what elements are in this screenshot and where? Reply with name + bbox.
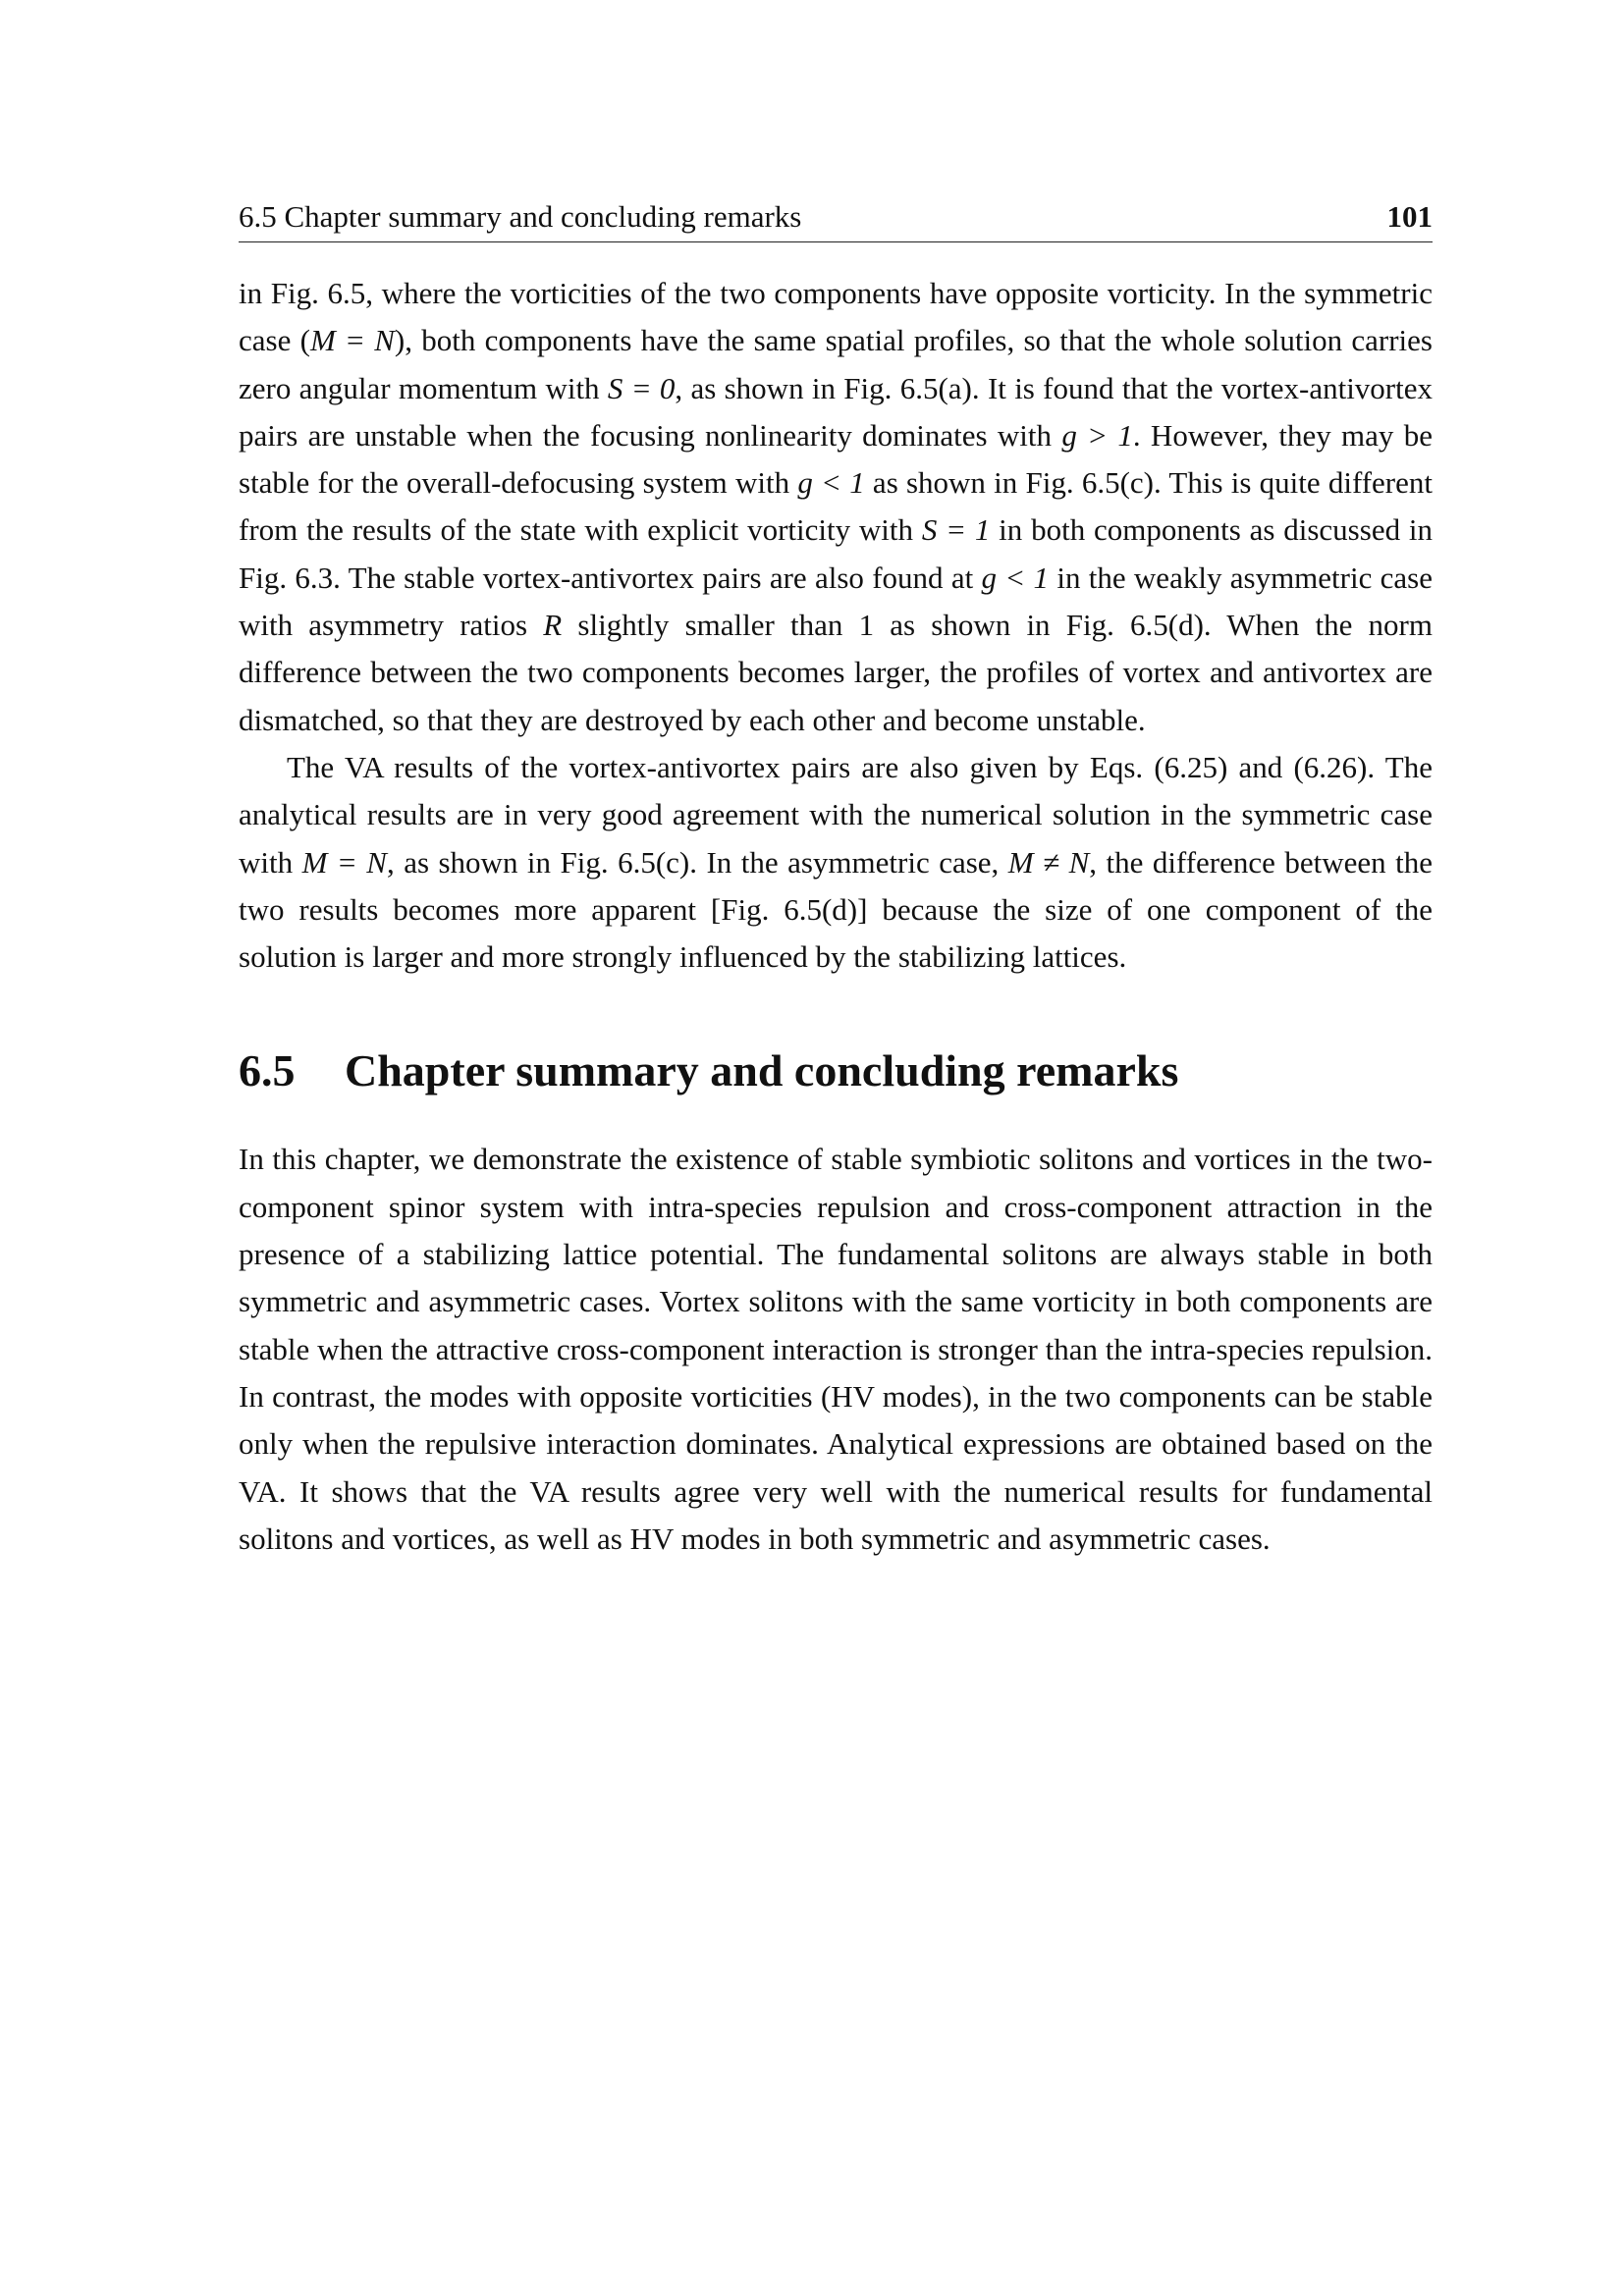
running-title: 6.5 Chapter summary and concluding remarks — [239, 199, 802, 234]
math-inline: g < 1 — [797, 465, 865, 501]
math-inline: M ≠ N — [1007, 844, 1090, 880]
paragraph-summary: In this chapter, we demonstrate the existence of stable symbiotic solitons and vortices in the two-component spinor system with intra-species repulsion and cross-component attraction in the presence of a stabilizing lattice potential. The fundamental solitons are always stable in both symmetric and asymmetric cases. Vortex solitons with the same vorticity in both components are stable when the attractive cross-component interaction is stronger than the intra-species repulsion. In contrast, the modes with opposite vorticities (HV modes), in the two components can be stable only when the repulsive interaction dominates. Analytical expressions are obtained based on the VA. It shows that the VA results agree very well with the numerical results for fundamental solitons and vortices, as well as HV modes in both symmetric and asymmetric cases. — [239, 1142, 1433, 1556]
running-header — [239, 196, 1433, 242]
page — [239, 196, 1433, 1563]
section-heading — [239, 1043, 1433, 1098]
section-number: 6.5 — [239, 1045, 296, 1096]
math-inline: g > 1 — [1061, 417, 1133, 453]
math-inline: S = 0 — [607, 370, 676, 405]
paragraph-vortex-antivortex: in Fig. 6.5, where the vorticities of the two components have opposite vorticity. In the symmetric case (M = N), both components have the same spatial profiles, so that the whole solution carries zero angular momentum with S = 0, as shown in Fig. 6.5(a). It is found that the vortex-antivortex pairs are unstable when the focusing nonlinearity dominates with g > 1. However, they may be stable for the overall-defocusing system with g < 1 as shown in Fig. 6.5(c). This is quite different from the results of the state with explicit vorticity with S = 1 in both components as discussed in Fig. 6.3. The stable vortex-antivortex pairs are also found at g < 1 in the weakly asymmetric case with asymmetry ratios R slightly smaller than 1 as shown in Fig. 6.5(d). When the norm difference between the two components becomes larger, the profiles of vortex and antivortex are dismatched, so that they are destroyed by each other and become unstable. — [239, 276, 1434, 737]
math-inline: S = 1 — [921, 512, 991, 548]
math-inline: R — [543, 608, 563, 643]
paragraph-va-results: The VA results of the vortex-antivortex pairs are also given by Eqs. (6.25) and (6.26). The analytical results are in very good agreement with the numerical solution in the symmetric case with M = N, as shown in Fig. 6.5(c). In the asymmetric case, M ≠ N, the difference between the two results becomes more apparent [Fig. 6.5(d)] because the size of one component of the solution is larger and more strongly influenced by the stabilizing lattices. — [239, 749, 1433, 975]
math-inline: M = N — [309, 323, 395, 358]
page-number: 101 — [1386, 199, 1433, 234]
section-title: Chapter summary and concluding remarks — [345, 1045, 1179, 1096]
math-inline: g < 1 — [981, 560, 1050, 595]
math-inline: M = N — [301, 844, 387, 880]
body-text — [239, 270, 1433, 981]
